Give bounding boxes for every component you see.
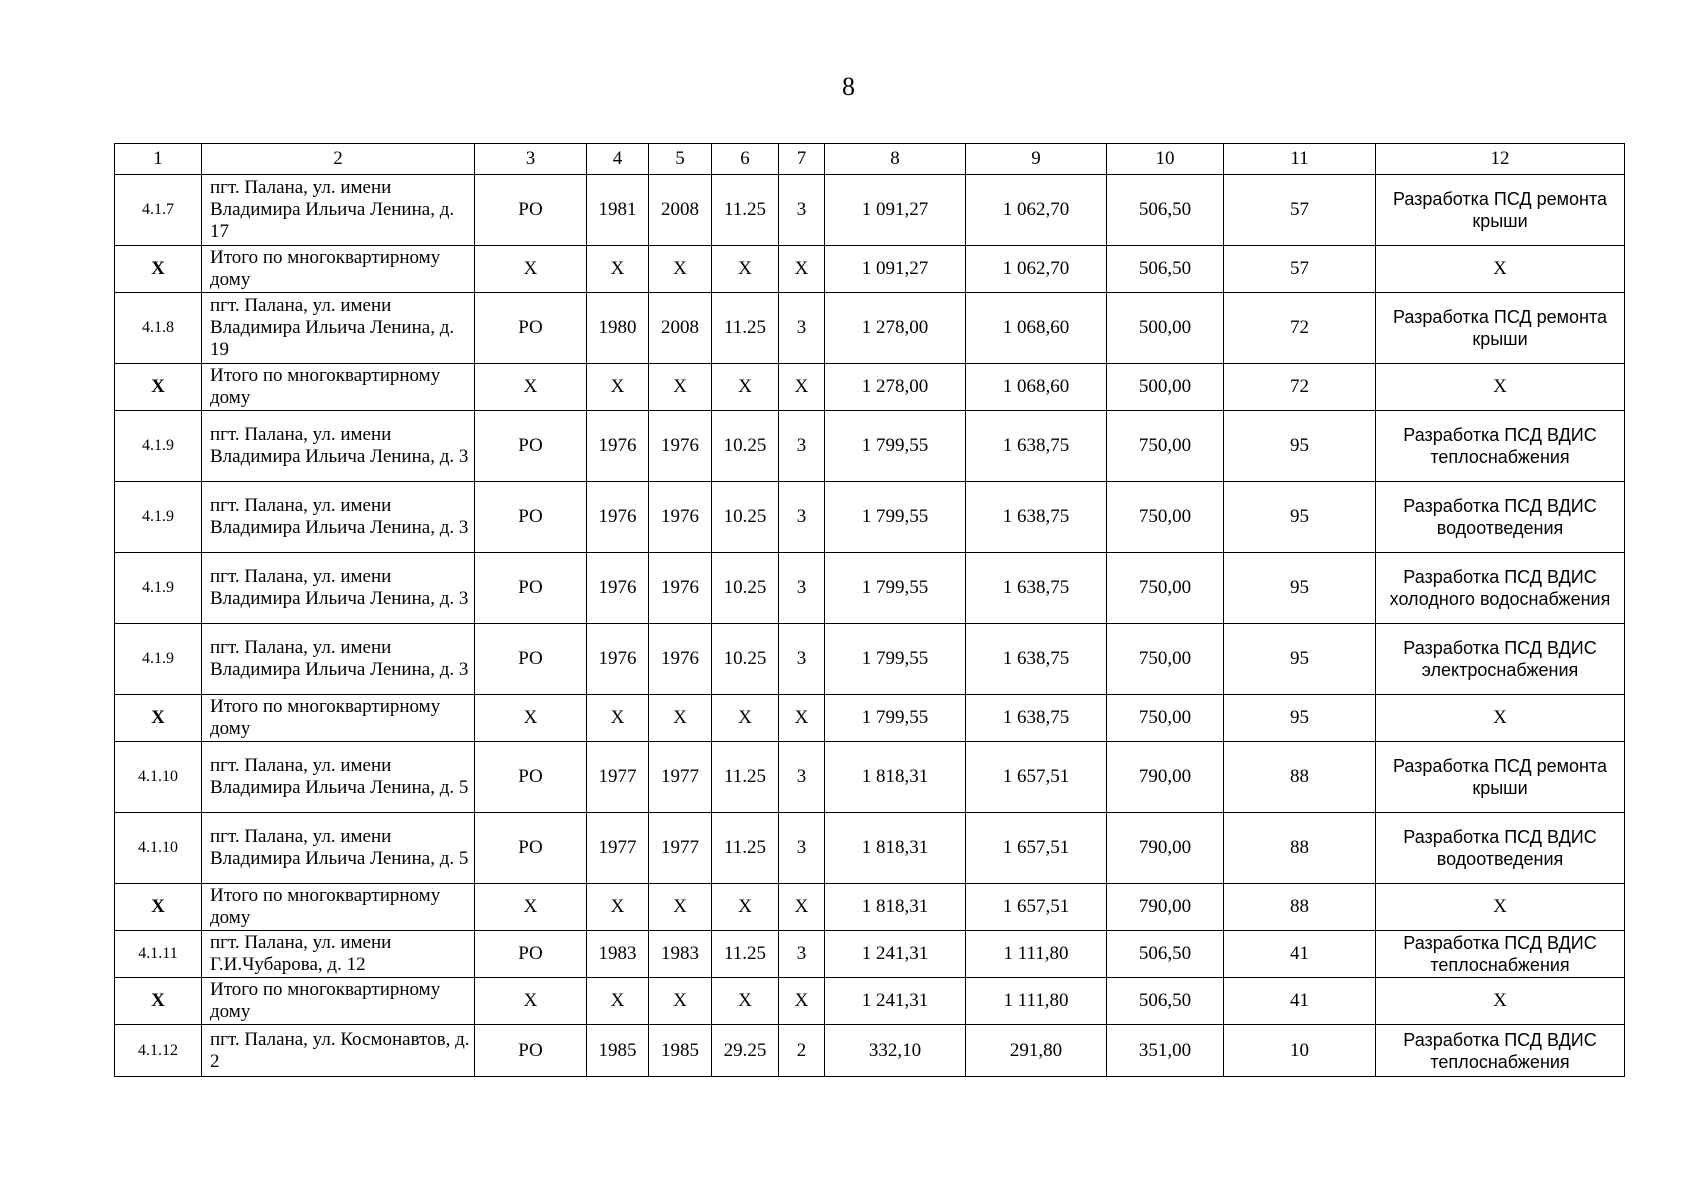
- floors-cell: 3: [779, 624, 825, 695]
- total-area-cell: 1 799,55: [825, 624, 966, 695]
- cost-cell: 750,00: [1107, 482, 1224, 553]
- residents-cell: 57: [1224, 246, 1376, 293]
- item-number-cell: Х: [115, 364, 202, 411]
- table-row: [115, 553, 1625, 624]
- owner-cell: РО: [475, 742, 587, 813]
- address-cell: пгт. Палана, ул. имени Г.И.Чубарова, д. 12: [202, 931, 475, 978]
- total-area-cell: 1 818,31: [825, 884, 966, 931]
- floors-cell: Х: [779, 246, 825, 293]
- total-area-cell: 1 091,27: [825, 175, 966, 246]
- item-number-cell: 4.1.10: [115, 742, 202, 813]
- header-cell: 11: [1224, 144, 1376, 175]
- table-row: [115, 175, 1625, 246]
- year-repair-cell: Х: [649, 695, 712, 742]
- wear-cell: 10.25: [712, 553, 779, 624]
- total-row: [115, 884, 1625, 931]
- wear-cell: 10.25: [712, 624, 779, 695]
- item-number-cell: Х: [115, 246, 202, 293]
- address-cell: Итого по многоквартирному дому: [202, 978, 475, 1025]
- work-type-cell: Х: [1376, 695, 1625, 742]
- year-built-cell: Х: [587, 246, 649, 293]
- year-built-cell: 1976: [587, 411, 649, 482]
- residents-cell: 41: [1224, 931, 1376, 978]
- floors-cell: Х: [779, 695, 825, 742]
- floors-cell: Х: [779, 884, 825, 931]
- year-repair-cell: 1985: [649, 1025, 712, 1077]
- item-number-cell: 4.1.11: [115, 931, 202, 978]
- total-area-cell: 1 241,31: [825, 978, 966, 1025]
- work-type-cell: Разработка ПСД ВДИС водоотведения: [1376, 482, 1625, 553]
- header-cell: 6: [712, 144, 779, 175]
- item-number-cell: Х: [115, 978, 202, 1025]
- floors-cell: 3: [779, 742, 825, 813]
- year-built-cell: 1981: [587, 175, 649, 246]
- work-type-cell: Разработка ПСД ВДИС водоотведения: [1376, 813, 1625, 884]
- total-area-cell: 1 818,31: [825, 742, 966, 813]
- year-built-cell: Х: [587, 364, 649, 411]
- year-built-cell: 1977: [587, 742, 649, 813]
- item-number-cell: 4.1.12: [115, 1025, 202, 1077]
- living-area-cell: 1 068,60: [966, 364, 1107, 411]
- year-built-cell: 1976: [587, 624, 649, 695]
- year-repair-cell: 1977: [649, 742, 712, 813]
- column-number-row: [115, 144, 1625, 175]
- residents-cell: 95: [1224, 624, 1376, 695]
- address-cell: Итого по многоквартирному дому: [202, 246, 475, 293]
- item-number-cell: 4.1.7: [115, 175, 202, 246]
- owner-cell: Х: [475, 246, 587, 293]
- residents-cell: 10: [1224, 1025, 1376, 1077]
- residents-cell: 41: [1224, 978, 1376, 1025]
- year-built-cell: 1976: [587, 482, 649, 553]
- owner-cell: РО: [475, 813, 587, 884]
- living-area-cell: 1 062,70: [966, 175, 1107, 246]
- living-area-cell: 1 638,75: [966, 482, 1107, 553]
- owner-cell: РО: [475, 553, 587, 624]
- residents-cell: 72: [1224, 364, 1376, 411]
- work-type-cell: Разработка ПСД ВДИС теплоснабжения: [1376, 411, 1625, 482]
- floors-cell: 3: [779, 931, 825, 978]
- floors-cell: 3: [779, 411, 825, 482]
- work-type-cell: Х: [1376, 884, 1625, 931]
- cost-cell: 500,00: [1107, 364, 1224, 411]
- wear-cell: 29.25: [712, 1025, 779, 1077]
- work-type-cell: Разработка ПСД ремонта крыши: [1376, 175, 1625, 246]
- item-number-cell: 4.1.9: [115, 411, 202, 482]
- item-number-cell: 4.1.9: [115, 624, 202, 695]
- cost-cell: 500,00: [1107, 293, 1224, 364]
- address-cell: Итого по многоквартирному дому: [202, 884, 475, 931]
- owner-cell: РО: [475, 175, 587, 246]
- year-built-cell: 1983: [587, 931, 649, 978]
- living-area-cell: 1 638,75: [966, 624, 1107, 695]
- table-row: [115, 742, 1625, 813]
- item-number-cell: 4.1.10: [115, 813, 202, 884]
- living-area-cell: 1 657,51: [966, 813, 1107, 884]
- owner-cell: РО: [475, 411, 587, 482]
- year-built-cell: 1985: [587, 1025, 649, 1077]
- residents-cell: 95: [1224, 482, 1376, 553]
- table-row: [115, 293, 1625, 364]
- work-type-cell: Разработка ПСД ремонта крыши: [1376, 742, 1625, 813]
- item-number-cell: 4.1.9: [115, 482, 202, 553]
- floors-cell: 3: [779, 293, 825, 364]
- wear-cell: Х: [712, 978, 779, 1025]
- year-built-cell: 1977: [587, 813, 649, 884]
- cost-cell: 750,00: [1107, 695, 1224, 742]
- header-cell: 1: [115, 144, 202, 175]
- floors-cell: 3: [779, 813, 825, 884]
- table-body: [115, 144, 1625, 1077]
- year-built-cell: Х: [587, 695, 649, 742]
- total-area-cell: 1 091,27: [825, 246, 966, 293]
- owner-cell: РО: [475, 482, 587, 553]
- wear-cell: 11.25: [712, 293, 779, 364]
- cost-cell: 750,00: [1107, 411, 1224, 482]
- address-cell: Итого по многоквартирному дому: [202, 364, 475, 411]
- capital-repair-table: [114, 143, 1625, 1077]
- wear-cell: Х: [712, 884, 779, 931]
- header-cell: 7: [779, 144, 825, 175]
- living-area-cell: 1 068,60: [966, 293, 1107, 364]
- floors-cell: Х: [779, 978, 825, 1025]
- header-cell: 5: [649, 144, 712, 175]
- work-type-cell: Разработка ПСД ВДИС электроснабжения: [1376, 624, 1625, 695]
- wear-cell: 11.25: [712, 742, 779, 813]
- floors-cell: 3: [779, 482, 825, 553]
- total-area-cell: 1 241,31: [825, 931, 966, 978]
- address-cell: пгт. Палана, ул. имени Владимира Ильича Ленина, д. 5: [202, 742, 475, 813]
- living-area-cell: 1 638,75: [966, 411, 1107, 482]
- address-cell: пгт. Палана, ул. имени Владимира Ильича Ленина, д. 5: [202, 813, 475, 884]
- year-built-cell: 1980: [587, 293, 649, 364]
- year-built-cell: 1976: [587, 553, 649, 624]
- year-repair-cell: Х: [649, 364, 712, 411]
- residents-cell: 57: [1224, 175, 1376, 246]
- header-cell: 4: [587, 144, 649, 175]
- header-cell: 8: [825, 144, 966, 175]
- residents-cell: 95: [1224, 553, 1376, 624]
- total-row: [115, 364, 1625, 411]
- work-type-cell: Х: [1376, 364, 1625, 411]
- cost-cell: 506,50: [1107, 931, 1224, 978]
- item-number-cell: Х: [115, 695, 202, 742]
- total-area-cell: 1 278,00: [825, 293, 966, 364]
- cost-cell: 790,00: [1107, 813, 1224, 884]
- total-area-cell: 1 278,00: [825, 364, 966, 411]
- cost-cell: 351,00: [1107, 1025, 1224, 1077]
- cost-cell: 790,00: [1107, 742, 1224, 813]
- work-type-cell: Разработка ПСД ремонта крыши: [1376, 293, 1625, 364]
- year-repair-cell: Х: [649, 246, 712, 293]
- wear-cell: Х: [712, 246, 779, 293]
- header-cell: 9: [966, 144, 1107, 175]
- year-repair-cell: 1983: [649, 931, 712, 978]
- floors-cell: Х: [779, 364, 825, 411]
- living-area-cell: 1 638,75: [966, 553, 1107, 624]
- work-type-cell: Разработка ПСД ВДИС теплоснабжения: [1376, 1025, 1625, 1077]
- address-cell: пгт. Палана, ул. имени Владимира Ильича Ленина, д. 19: [202, 293, 475, 364]
- living-area-cell: 1 657,51: [966, 884, 1107, 931]
- table-row: [115, 1025, 1625, 1077]
- residents-cell: 88: [1224, 813, 1376, 884]
- owner-cell: РО: [475, 931, 587, 978]
- header-cell: 12: [1376, 144, 1625, 175]
- cost-cell: 506,50: [1107, 175, 1224, 246]
- wear-cell: 11.25: [712, 175, 779, 246]
- owner-cell: РО: [475, 624, 587, 695]
- work-type-cell: Разработка ПСД ВДИС холодного водоснабжения: [1376, 553, 1625, 624]
- floors-cell: 3: [779, 175, 825, 246]
- year-repair-cell: Х: [649, 884, 712, 931]
- year-built-cell: Х: [587, 884, 649, 931]
- wear-cell: Х: [712, 364, 779, 411]
- cost-cell: 506,50: [1107, 978, 1224, 1025]
- item-number-cell: 4.1.8: [115, 293, 202, 364]
- work-type-cell: Х: [1376, 978, 1625, 1025]
- owner-cell: Х: [475, 884, 587, 931]
- work-type-cell: Х: [1376, 246, 1625, 293]
- wear-cell: 10.25: [712, 411, 779, 482]
- total-area-cell: 1 818,31: [825, 813, 966, 884]
- year-repair-cell: 1976: [649, 411, 712, 482]
- living-area-cell: 1 111,80: [966, 978, 1107, 1025]
- year-repair-cell: 1977: [649, 813, 712, 884]
- total-row: [115, 978, 1625, 1025]
- residents-cell: 95: [1224, 411, 1376, 482]
- address-cell: пгт. Палана, ул. имени Владимира Ильича Ленина, д. 3: [202, 624, 475, 695]
- year-repair-cell: 2008: [649, 293, 712, 364]
- cost-cell: 506,50: [1107, 246, 1224, 293]
- total-area-cell: 1 799,55: [825, 482, 966, 553]
- year-repair-cell: 1976: [649, 553, 712, 624]
- living-area-cell: 1 657,51: [966, 742, 1107, 813]
- year-repair-cell: 1976: [649, 482, 712, 553]
- address-cell: Итого по многоквартирному дому: [202, 695, 475, 742]
- table-row: [115, 931, 1625, 978]
- total-row: [115, 246, 1625, 293]
- item-number-cell: Х: [115, 884, 202, 931]
- item-number-cell: 4.1.9: [115, 553, 202, 624]
- owner-cell: Х: [475, 695, 587, 742]
- year-repair-cell: Х: [649, 978, 712, 1025]
- address-cell: пгт. Палана, ул. имени Владимира Ильича Ленина, д. 3: [202, 553, 475, 624]
- header-cell: 2: [202, 144, 475, 175]
- header-cell: 10: [1107, 144, 1224, 175]
- owner-cell: РО: [475, 1025, 587, 1077]
- owner-cell: РО: [475, 293, 587, 364]
- cost-cell: 750,00: [1107, 624, 1224, 695]
- total-area-cell: 1 799,55: [825, 695, 966, 742]
- residents-cell: 88: [1224, 742, 1376, 813]
- total-area-cell: 1 799,55: [825, 411, 966, 482]
- header-cell: 3: [475, 144, 587, 175]
- living-area-cell: 1 111,80: [966, 931, 1107, 978]
- address-cell: пгт. Палана, ул. имени Владимира Ильича Ленина, д. 3: [202, 411, 475, 482]
- wear-cell: Х: [712, 695, 779, 742]
- total-area-cell: 1 799,55: [825, 553, 966, 624]
- year-repair-cell: 1976: [649, 624, 712, 695]
- table-row: [115, 411, 1625, 482]
- living-area-cell: 291,80: [966, 1025, 1107, 1077]
- residents-cell: 72: [1224, 293, 1376, 364]
- table-row: [115, 624, 1625, 695]
- floors-cell: 3: [779, 553, 825, 624]
- table-row: [115, 813, 1625, 884]
- total-row: [115, 695, 1625, 742]
- floors-cell: 2: [779, 1025, 825, 1077]
- wear-cell: 11.25: [712, 813, 779, 884]
- year-repair-cell: 2008: [649, 175, 712, 246]
- living-area-cell: 1 638,75: [966, 695, 1107, 742]
- residents-cell: 95: [1224, 695, 1376, 742]
- page-number: 8: [842, 72, 855, 101]
- wear-cell: 10.25: [712, 482, 779, 553]
- work-type-cell: Разработка ПСД ВДИС теплоснабжения: [1376, 931, 1625, 978]
- address-cell: пгт. Палана, ул. имени Владимира Ильича Ленина, д. 17: [202, 175, 475, 246]
- total-area-cell: 332,10: [825, 1025, 966, 1077]
- owner-cell: Х: [475, 978, 587, 1025]
- living-area-cell: 1 062,70: [966, 246, 1107, 293]
- cost-cell: 790,00: [1107, 884, 1224, 931]
- address-cell: пгт. Палана, ул. имени Владимира Ильича Ленина, д. 3: [202, 482, 475, 553]
- cost-cell: 750,00: [1107, 553, 1224, 624]
- owner-cell: Х: [475, 364, 587, 411]
- table-row: [115, 482, 1625, 553]
- wear-cell: 11.25: [712, 931, 779, 978]
- address-cell: пгт. Палана, ул. Космонавтов, д. 2: [202, 1025, 475, 1077]
- residents-cell: 88: [1224, 884, 1376, 931]
- year-built-cell: Х: [587, 978, 649, 1025]
